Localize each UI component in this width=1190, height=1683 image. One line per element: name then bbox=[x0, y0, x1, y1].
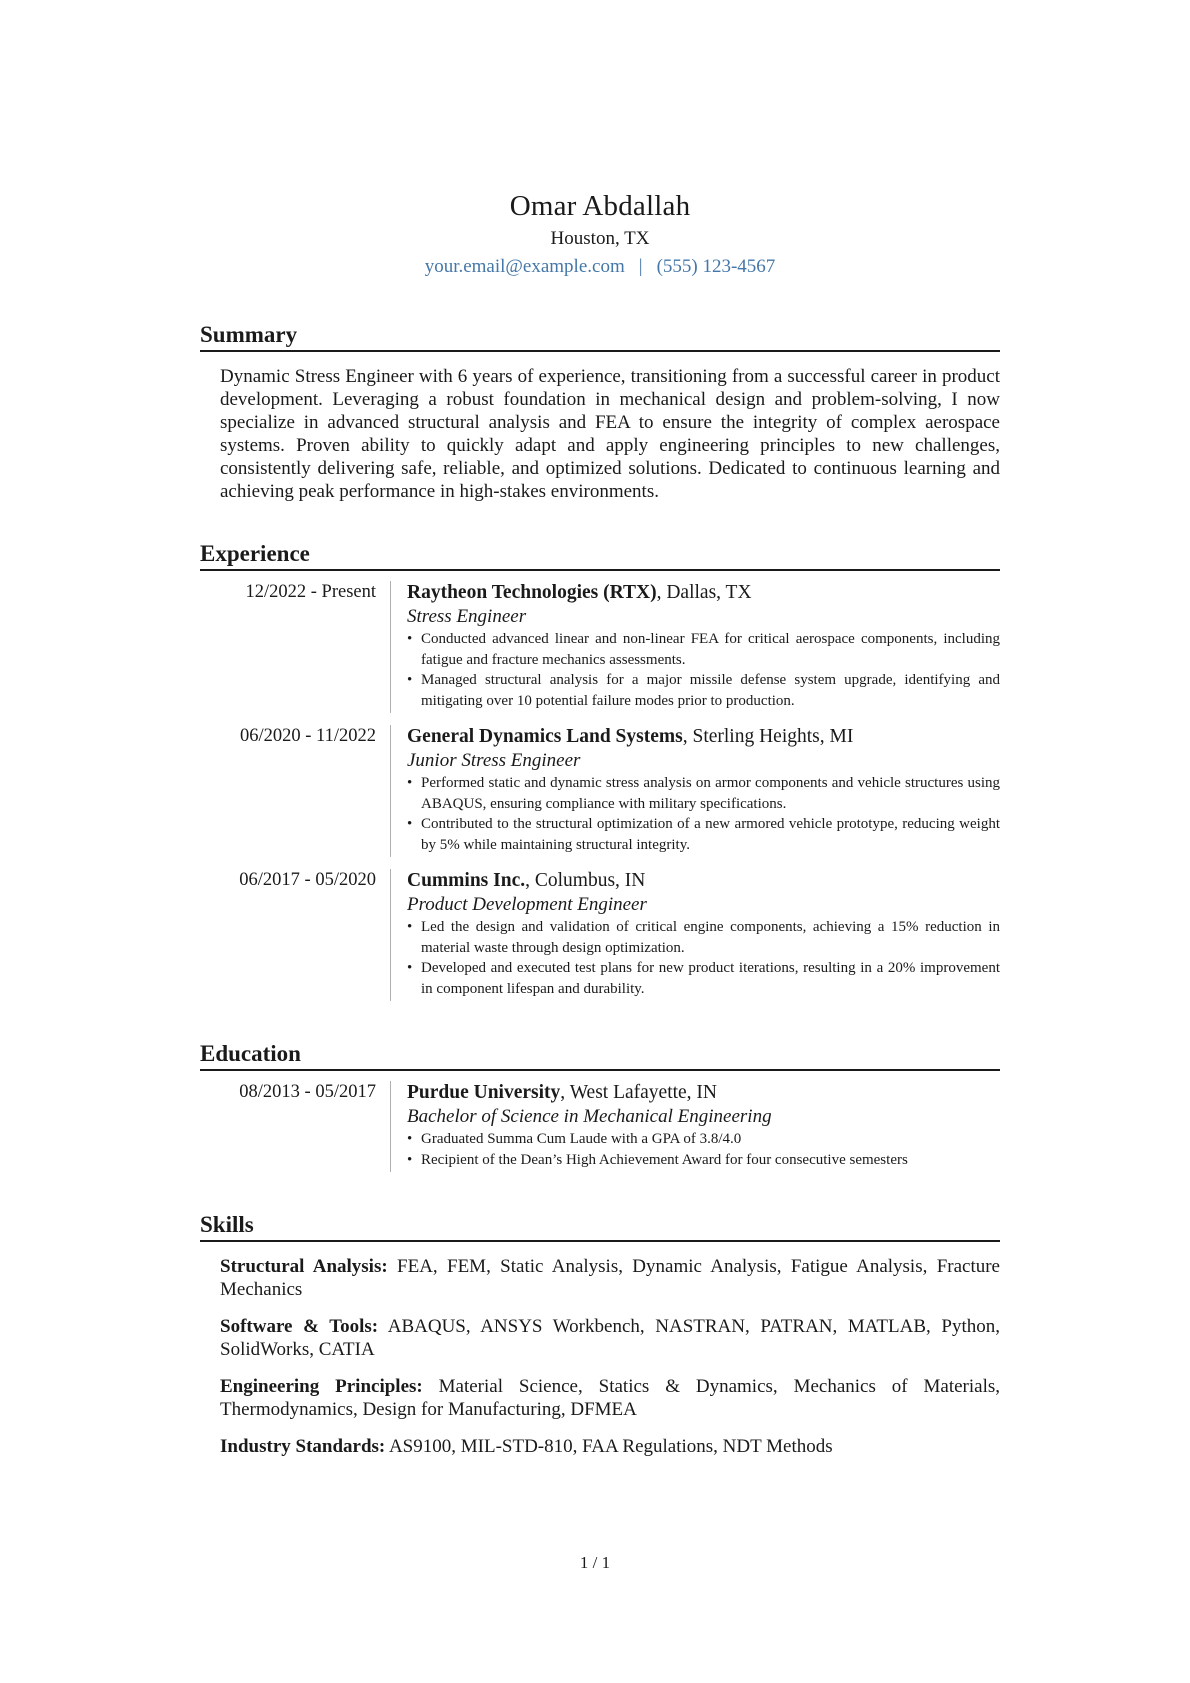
experience-list bbox=[200, 581, 1000, 1001]
resume-page bbox=[200, 190, 1000, 1472]
entry-body bbox=[390, 1081, 1000, 1172]
entry-body bbox=[390, 725, 1000, 857]
candidate-name: Omar Abdallah bbox=[509, 190, 691, 222]
entry-organization: Cummins Inc. bbox=[407, 870, 526, 891]
skills-section bbox=[200, 1212, 1000, 1458]
entry-bullets bbox=[407, 1129, 1000, 1170]
entry-organization: General Dynamics Land Systems bbox=[407, 726, 683, 747]
contact-separator: | bbox=[638, 256, 643, 277]
entry-date: 12/2022 - Present bbox=[245, 582, 376, 602]
skill-category: Structural Analysis: bbox=[220, 1256, 388, 1277]
email-link[interactable]: your.email@example.com bbox=[424, 256, 625, 277]
entry-role: Stress Engineer bbox=[407, 606, 527, 627]
section-title-summary: Summary bbox=[200, 322, 1000, 352]
entry-location: , Columbus, IN bbox=[525, 870, 646, 891]
entry-bullets bbox=[407, 629, 1000, 711]
page-number: 1 / 1 bbox=[579, 1553, 611, 1572]
skill-values: AS9100, MIL-STD-810, FAA Regulations, NDT Methods bbox=[388, 1436, 833, 1457]
entry-org-line bbox=[407, 581, 1000, 605]
entry-date: 06/2020 - 11/2022 bbox=[239, 726, 376, 746]
education-section bbox=[200, 1041, 1000, 1172]
entry-bullets bbox=[407, 773, 1000, 855]
section-title-experience: Experience bbox=[200, 541, 1000, 571]
entry-location: , West Lafayette, IN bbox=[560, 1082, 718, 1103]
skill-values: ABAQUS, ANSYS Workbench, NASTRAN, PATRAN, MATLAB, Python, SolidWorks, CATIA bbox=[220, 1316, 1000, 1360]
skill-row bbox=[220, 1315, 1000, 1361]
phone-link[interactable]: (555) 123-4567 bbox=[656, 256, 776, 277]
skill-values: Material Science, Statics & Dynamics, Mechanics of Materials, Thermodynamics, Design for Manufacturing, DFMEA bbox=[220, 1376, 1001, 1420]
resume-entry bbox=[200, 725, 1000, 857]
skill-category: Software & Tools: bbox=[220, 1316, 379, 1337]
skill-category: Industry Standards: bbox=[220, 1436, 386, 1457]
bullet-item: • Conducted advanced linear and non-linear FEA for critical aerospace components, including fatigue and fracture mechanics assessments. bbox=[407, 629, 1000, 670]
skill-row bbox=[220, 1375, 1000, 1421]
entry-role: Product Development Engineer bbox=[407, 894, 647, 915]
entry-bullets bbox=[407, 917, 1000, 999]
skill-row bbox=[220, 1255, 1000, 1301]
section-title-education: Education bbox=[200, 1041, 1000, 1071]
candidate-location: Houston, TX bbox=[550, 228, 650, 249]
resume-entry bbox=[200, 1081, 1000, 1172]
entry-organization: Purdue University bbox=[407, 1082, 561, 1103]
experience-section bbox=[200, 541, 1000, 1001]
resume-header bbox=[200, 190, 1000, 278]
entry-body bbox=[390, 869, 1000, 1001]
bullet-item: • Contributed to the structural optimization of a new armored vehicle prototype, reducing weight by 5% while maintaining structural integrity. bbox=[407, 814, 1000, 855]
entry-role: Junior Stress Engineer bbox=[407, 750, 581, 771]
bullet-item: • Managed structural analysis for a major missile defense system upgrade, identifying and mitigating over 10 potential failure modes prior to production. bbox=[407, 670, 1000, 711]
bullet-item: • Led the design and validation of critical engine components, achieving a 15% reduction in material waste through design optimization. bbox=[407, 917, 1000, 958]
entry-org-line bbox=[407, 869, 1000, 893]
resume-entry bbox=[200, 869, 1000, 1001]
skills-list bbox=[220, 1255, 1000, 1458]
bullet-item: • Graduated Summa Cum Laude with a GPA of 3.8/4.0 bbox=[407, 1129, 1000, 1150]
education-list bbox=[200, 1081, 1000, 1172]
entry-date: 08/2013 - 05/2017 bbox=[239, 1082, 376, 1102]
bullet-item: • Recipient of the Dean’s High Achievement Award for four consecutive semesters bbox=[407, 1150, 1000, 1171]
bullet-item: • Developed and executed test plans for new product iterations, resulting in a 20% improvement in component lifespan and durability. bbox=[407, 958, 1000, 999]
section-title-skills: Skills bbox=[200, 1212, 1000, 1242]
summary-text: Dynamic Stress Engineer with 6 years of experience, transitioning from a successful career in product development. Leveraging a robust foundation in mechanical design and problem-solving, I now specialize in advanced structural analysis and FEA to ensure the integrity of complex aerospace systems. Proven ability to quickly adapt and apply engineering principles to new challenges, consistently delivering safe, reliable, and optimized solutions. Dedicated to continuous learning and achieving peak performance in high-stakes environments. bbox=[220, 366, 1000, 502]
skill-category: Engineering Principles: bbox=[220, 1376, 423, 1397]
entry-date: 06/2017 - 05/2020 bbox=[239, 870, 376, 890]
contact-line bbox=[200, 256, 1000, 278]
resume-entry bbox=[200, 581, 1000, 713]
entry-body bbox=[390, 581, 1000, 713]
bullet-item: • Performed static and dynamic stress analysis on armor components and vehicle structures using ABAQUS, ensuring compliance with military specifications. bbox=[407, 773, 1000, 814]
entry-location: , Dallas, TX bbox=[656, 582, 752, 603]
entry-org-line bbox=[407, 725, 1000, 749]
entry-role: Bachelor of Science in Mechanical Engineering bbox=[407, 1106, 772, 1127]
entry-organization: Raytheon Technologies (RTX) bbox=[407, 582, 657, 603]
entry-org-line bbox=[407, 1081, 1000, 1105]
entry-location: , Sterling Heights, MI bbox=[682, 726, 854, 747]
skill-values: FEA, FEM, Static Analysis, Dynamic Analysis, Fatigue Analysis, Fracture Mechanics bbox=[220, 1256, 1000, 1300]
summary-section bbox=[200, 322, 1000, 503]
skill-row bbox=[220, 1435, 1000, 1458]
